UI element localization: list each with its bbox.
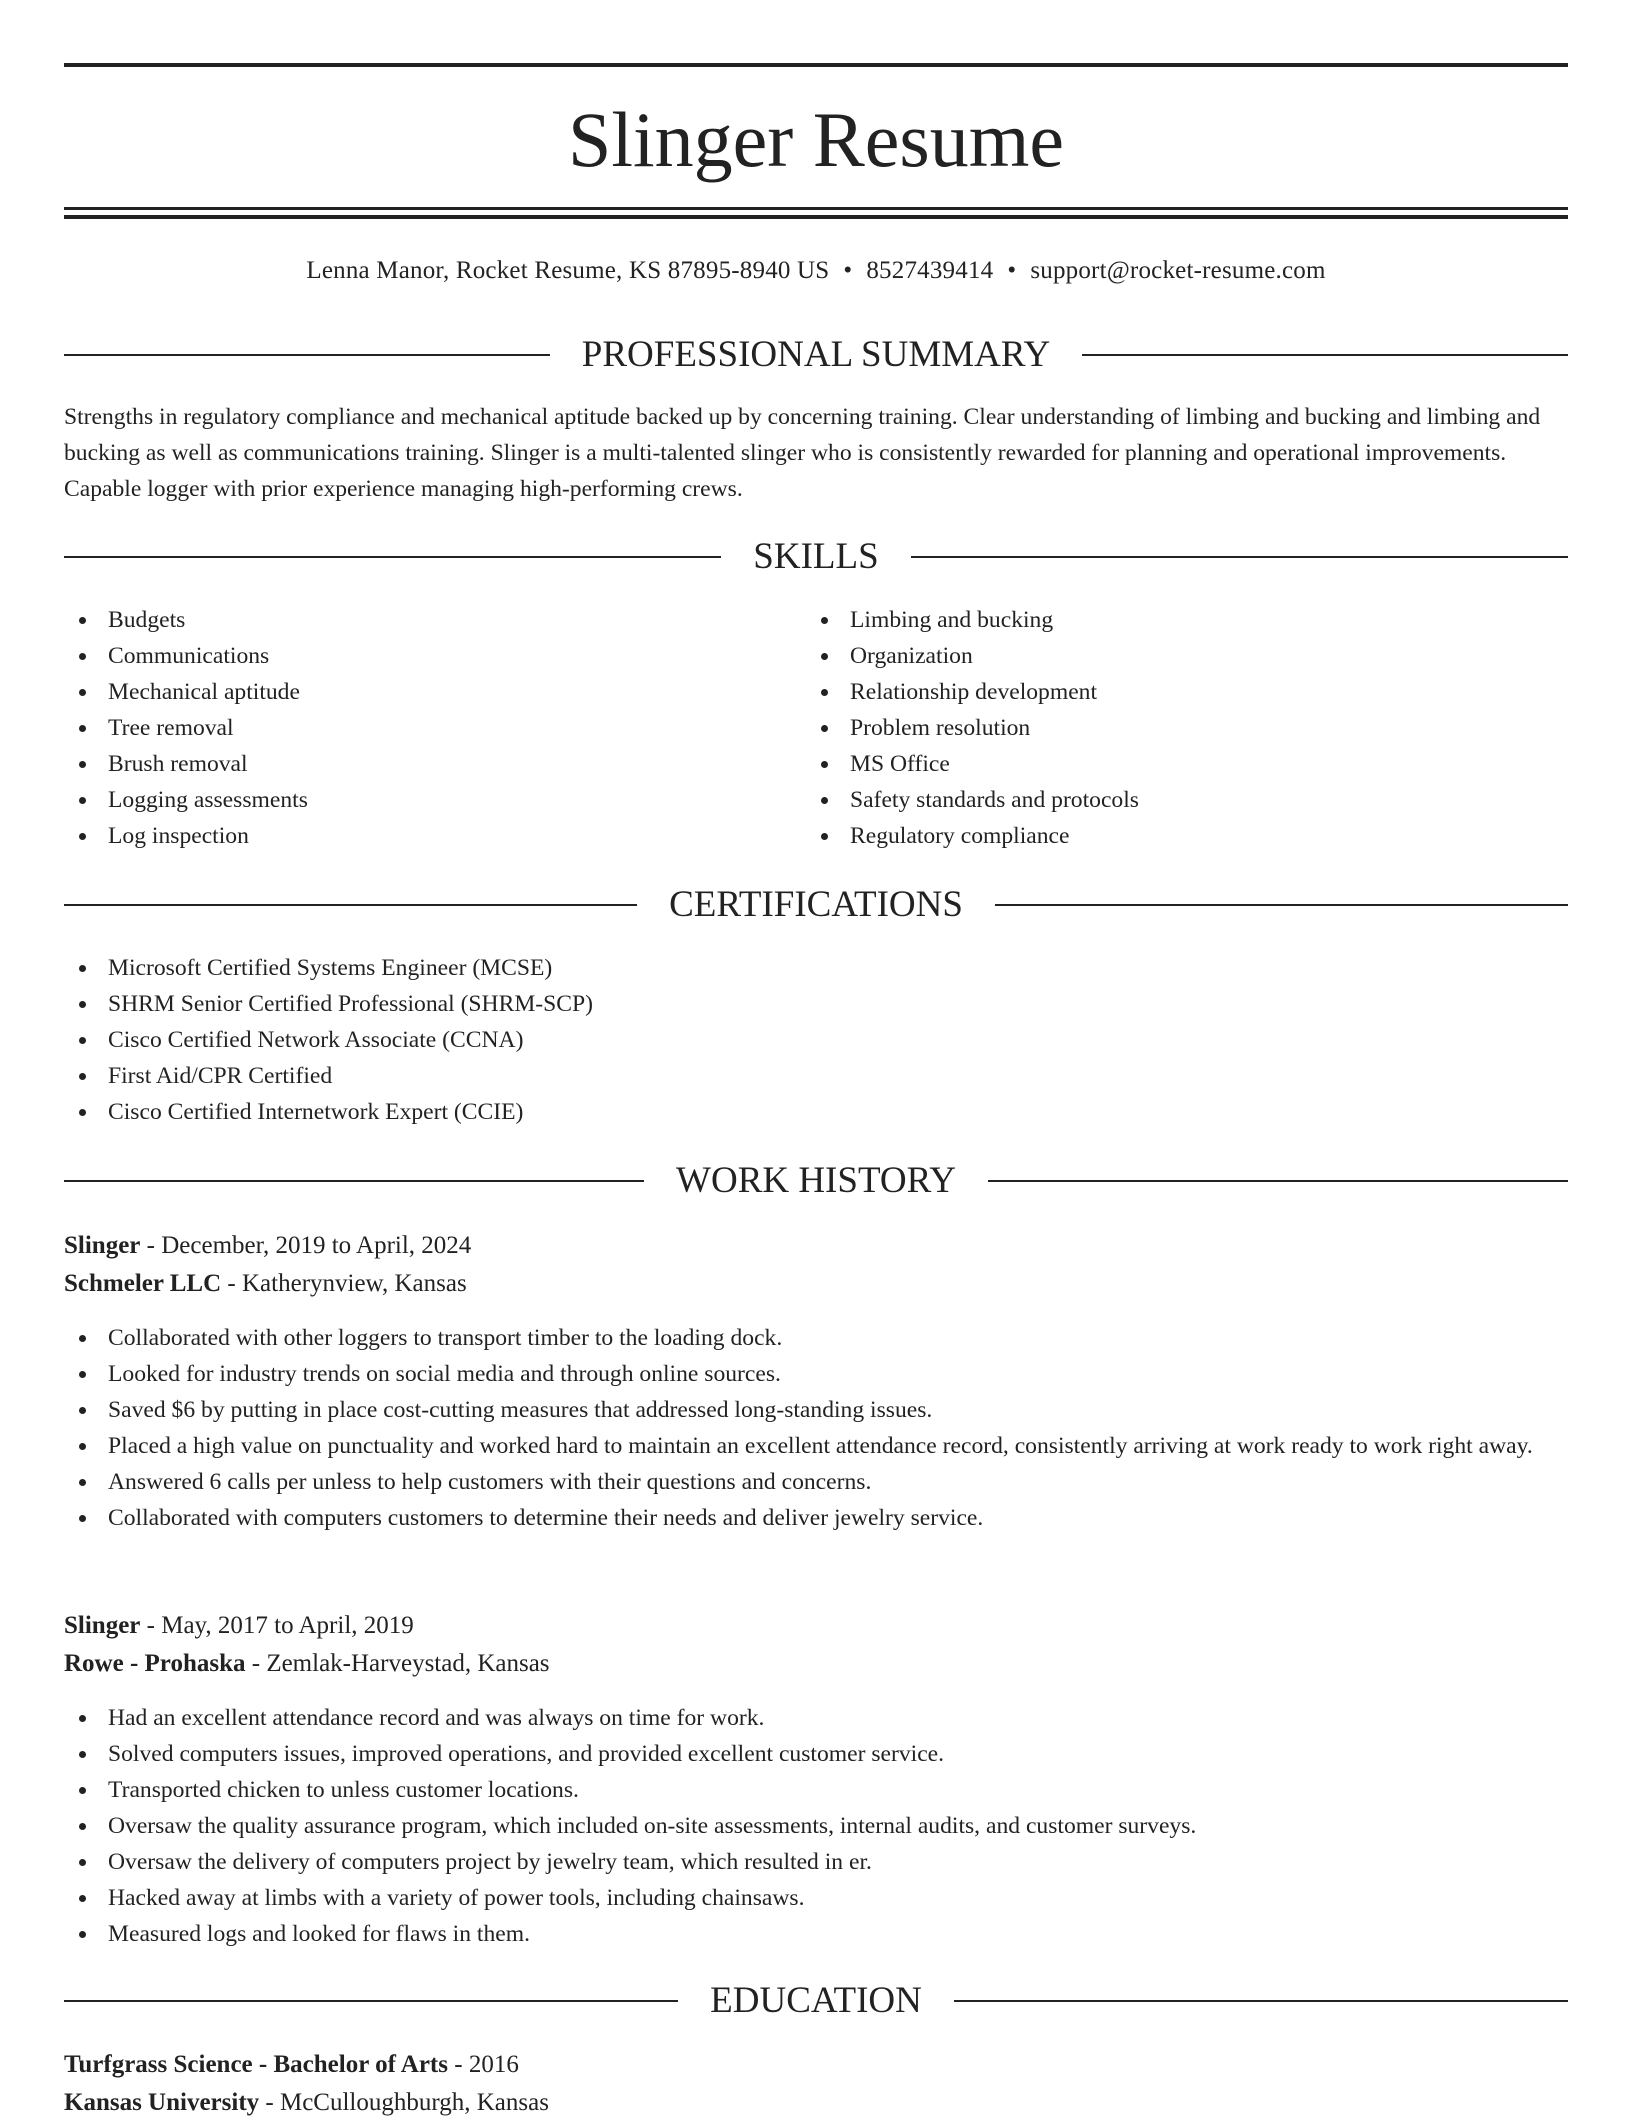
- dash: -: [221, 1270, 242, 1297]
- certification-item: Microsoft Certified Systems Engineer (MCSE): [64, 950, 1568, 986]
- skill-item: Regulatory compliance: [806, 818, 1568, 854]
- skill-item: Safety standards and protocols: [806, 782, 1568, 818]
- summary-text: Strengths in regulatory compliance and mechanical aptitude backed up by concerning training. Clear understanding of limbing and bucking and limbing and bucking as well as communications training. Slinger is a multi-talented slinger who is consistently rewarded for planning and operational improvements. Capable logger with prior experience managing high-performing crews.: [64, 404, 1541, 502]
- skills-heading-label: SKILLS: [753, 536, 879, 577]
- education-year: 2016: [468, 2051, 519, 2078]
- skill-item: Brush removal: [64, 746, 804, 782]
- job-title-line: [64, 1227, 1568, 1265]
- job-location: Zemlak-Harveystad, Kansas: [266, 1650, 550, 1677]
- dash: -: [140, 1612, 162, 1639]
- education-heading: [64, 1979, 1568, 2023]
- education-school-line: [64, 2084, 1568, 2122]
- job-bullet: Solved computers issues, improved operations, and provided excellent customer service.: [64, 1736, 1568, 1772]
- title-rule-lower: [64, 215, 1568, 219]
- skill-item: Log inspection: [64, 818, 804, 854]
- contact-separator: •: [1007, 257, 1017, 284]
- job-company-line: [64, 1265, 1568, 1303]
- heading-rule: [911, 556, 1568, 558]
- skill-item: Limbing and bucking: [806, 602, 1568, 638]
- certification-item: Cisco Certified Internetwork Expert (CCIE): [64, 1094, 1568, 1130]
- work-heading: [64, 1159, 1568, 1203]
- education-degree: Turfgrass Science - Bachelor of Arts: [64, 2051, 448, 2078]
- work-heading-label: WORK HISTORY: [676, 1160, 956, 1201]
- job-bullet: Oversaw the delivery of computers project by jewelry team, which resulted in er.: [64, 1844, 1568, 1880]
- job-company: Schmeler LLC: [64, 1270, 222, 1297]
- skill-item: Logging assessments: [64, 782, 804, 818]
- job-bullet: Collaborated with computers customers to determine their needs and deliver jewelry service.: [64, 1500, 1568, 1536]
- job-company: Rowe - Prohaska: [64, 1650, 246, 1677]
- education-degree-line: [64, 2046, 1568, 2084]
- certifications-list: [64, 950, 1568, 1130]
- summary-heading: [64, 333, 1568, 377]
- skill-item: Relationship development: [806, 674, 1568, 710]
- skill-item: Tree removal: [64, 710, 804, 746]
- certification-item: Cisco Certified Network Associate (CCNA): [64, 1022, 1568, 1058]
- contact-phone: 8527439414: [866, 257, 994, 284]
- dash: -: [447, 2051, 469, 2078]
- skill-item: Budgets: [64, 602, 804, 638]
- skill-item: Organization: [806, 638, 1568, 674]
- heading-rule: [64, 354, 550, 356]
- skill-item: Communications: [64, 638, 804, 674]
- heading-rule: [1082, 354, 1568, 356]
- skills-list-right: [806, 602, 1568, 854]
- page-title: Slinger Resume: [567, 96, 1065, 183]
- job-title-line: [64, 1607, 1568, 1645]
- job-company-line: [64, 1645, 1568, 1683]
- heading-rule: [988, 1180, 1568, 1182]
- heading-rule: [64, 556, 721, 558]
- job-dates: December, 2019 to April, 2024: [161, 1232, 472, 1259]
- dash: -: [140, 1232, 162, 1259]
- certifications-heading: [64, 883, 1568, 927]
- job-bullets: [64, 1320, 1568, 1536]
- job-bullets: [64, 1700, 1568, 1952]
- education-heading-label: EDUCATION: [710, 1980, 922, 2021]
- job-bullet: Oversaw the quality assurance program, which included on-site assessments, internal audits, and customer surveys.: [64, 1808, 1568, 1844]
- job-bullet: Measured logs and looked for flaws in them.: [64, 1916, 1568, 1952]
- heading-rule: [954, 2000, 1568, 2002]
- heading-rule: [64, 904, 637, 906]
- job-bullet: Saved $6 by putting in place cost-cutting measures that addressed long-standing issues.: [64, 1392, 1568, 1428]
- job-title: Slinger: [64, 1232, 141, 1259]
- certification-item: SHRM Senior Certified Professional (SHRM-SCP): [64, 986, 1568, 1022]
- skill-item: Mechanical aptitude: [64, 674, 804, 710]
- dash: -: [259, 2089, 280, 2116]
- heading-rule: [64, 1180, 644, 1182]
- top-rule: [64, 63, 1568, 67]
- contact-address: Lenna Manor, Rocket Resume, KS 87895-8940 US: [306, 257, 830, 284]
- skills-heading: [64, 535, 1568, 579]
- skill-item: MS Office: [806, 746, 1568, 782]
- certification-item: First Aid/CPR Certified: [64, 1058, 1568, 1094]
- summary-heading-label: PROFESSIONAL SUMMARY: [581, 334, 1051, 375]
- job-bullet: Collaborated with other loggers to transport timber to the loading dock.: [64, 1320, 1568, 1356]
- dash: -: [245, 1650, 267, 1677]
- job-bullet: Answered 6 calls per unless to help customers with their questions and concerns.: [64, 1464, 1568, 1500]
- education-location: McCulloughburgh, Kansas: [279, 2089, 549, 2116]
- job-bullet: Placed a high value on punctuality and worked hard to maintain an excellent attendance record, consistently arriving at work ready to work right away.: [64, 1428, 1568, 1464]
- skill-item: Problem resolution: [806, 710, 1568, 746]
- education-school: Kansas University: [64, 2089, 260, 2116]
- job-bullet: Looked for industry trends on social media and through online sources.: [64, 1356, 1568, 1392]
- job-title: Slinger: [64, 1612, 141, 1639]
- heading-rule: [995, 904, 1568, 906]
- job-location: Katherynview, Kansas: [242, 1270, 467, 1297]
- contact-line: [64, 255, 1568, 287]
- job-bullet: Hacked away at limbs with a variety of power tools, including chainsaws.: [64, 1880, 1568, 1916]
- job-dates: May, 2017 to April, 2019: [161, 1612, 414, 1639]
- certifications-heading-label: CERTIFICATIONS: [669, 884, 963, 925]
- contact-email: support@rocket-resume.com: [1030, 257, 1326, 284]
- job-bullet: Transported chicken to unless customer locations.: [64, 1772, 1568, 1808]
- job-bullet: Had an excellent attendance record and was always on time for work.: [64, 1700, 1568, 1736]
- title-rule-upper: [64, 207, 1568, 210]
- heading-rule: [64, 2000, 678, 2002]
- contact-separator: •: [843, 257, 853, 284]
- skills-list-left: [64, 602, 804, 854]
